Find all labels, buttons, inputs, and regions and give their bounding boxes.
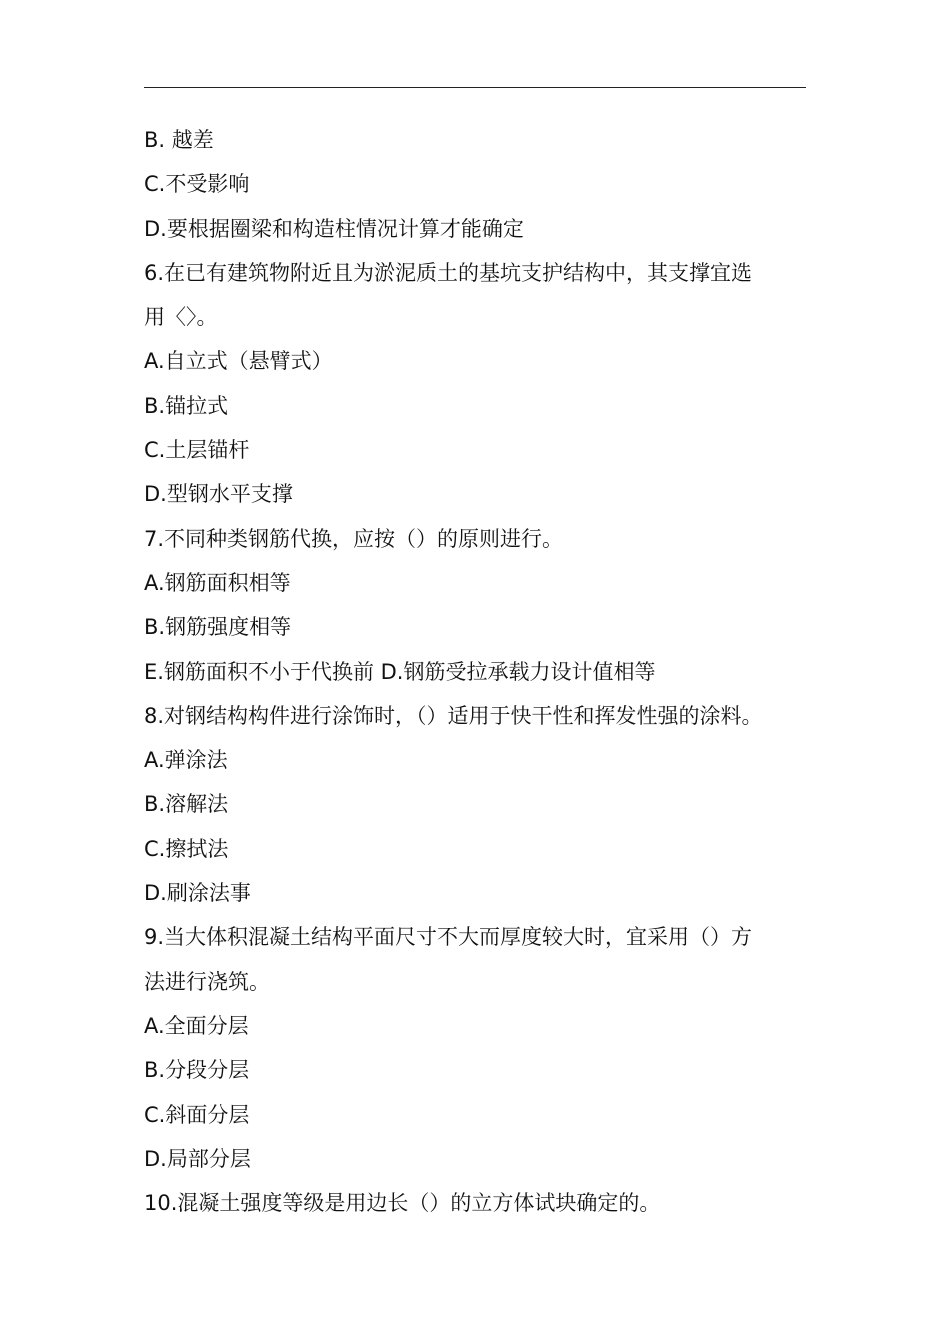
- option-line: E.钢筋面积不小于代换前 D.钢筋受拉承载力设计值相等: [144, 659, 656, 684]
- option-line: C.斜面分层: [144, 1102, 250, 1127]
- option-line: B.锚拉式: [144, 393, 229, 418]
- question-6-line-2: 用〈〉。: [144, 305, 218, 330]
- option-line: C.擦拭法: [144, 836, 229, 861]
- option-line: C.土层锚杆: [144, 438, 250, 463]
- option-line: A.全面分层: [144, 1013, 249, 1038]
- option-line: B.溶解法: [144, 792, 229, 817]
- question-10: 10.混凝土强度等级是用边长（）的立方体试块确定的。: [144, 1191, 661, 1216]
- option-line: D.要根据圈梁和构造柱情况计算才能确定: [144, 216, 524, 241]
- question-7: 7.不同种类钢筋代换，应按（）的原则进行。: [144, 526, 564, 551]
- option-line: B. 越差: [144, 128, 214, 152]
- option-line: A.钢筋面积相等: [144, 570, 291, 595]
- question-8: 8.对钢结构构件进行涂饰时，（）适用于快干性和挥发性强的涂料。: [144, 703, 763, 728]
- option-line: A.自立式（悬臂式）: [144, 349, 333, 374]
- option-line: D.局部分层: [144, 1146, 251, 1171]
- option-line: D.型钢水平支撑: [144, 482, 293, 507]
- question-6-line-1: 6.在已有建筑物附近且为淤泥质土的基坑支护结构中，其支撑宜选: [144, 260, 753, 285]
- header-rule: [144, 87, 806, 88]
- option-line: B.钢筋强度相等: [144, 615, 292, 640]
- question-9-line-2: 法进行浇筑。: [144, 969, 270, 994]
- option-line: A.弹涂法: [144, 748, 228, 773]
- question-9-line-1: 9.当大体积混凝土结构平面尺寸不大而厚度较大时，宜采用（）方: [144, 925, 753, 950]
- option-line: C.不受影响: [144, 172, 250, 197]
- question-list: [144, 118, 806, 1225]
- option-line: B.分段分层: [144, 1058, 250, 1083]
- option-line: D.刷涂法事: [144, 881, 251, 906]
